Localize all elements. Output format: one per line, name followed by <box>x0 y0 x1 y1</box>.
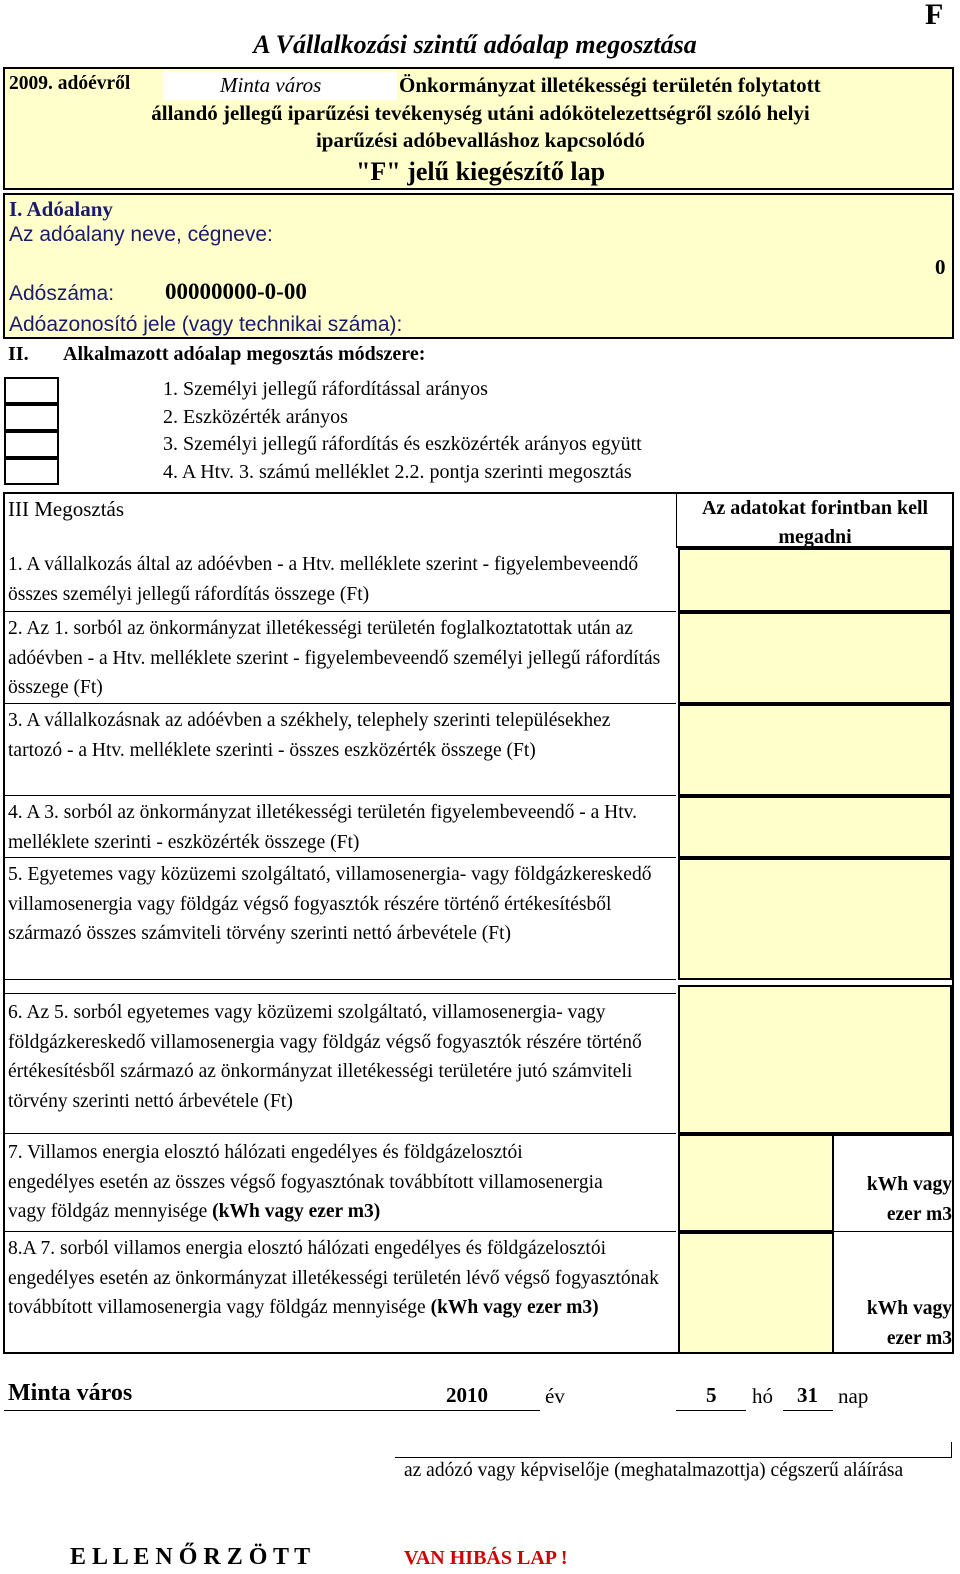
year-label: év <box>545 1384 565 1408</box>
tax-number-label: Adószáma: <box>9 282 115 305</box>
row-8-unit: (kWh vagy ezer m3) <box>430 1297 599 1318</box>
taxpayer-box <box>3 193 954 339</box>
row-6-label: 6. Az 5. sorból egyetemes vagy közüzemi szolgáltató, villamosenergia- vagy földgázkereskedő villamosenergia vagy földgáz végső fogyasztók részére történő értékesítésből származó az önkormányzat illetékességi területére jutó számviteli törvény szerinti nettó árbevétele (Ft) <box>8 1002 642 1112</box>
city-name: Minta város <box>220 73 322 97</box>
method-3-checkbox[interactable] <box>4 431 59 458</box>
currency-note: Az adatokat forintban kell megadni <box>701 497 929 548</box>
row-5-label: 5. Egyetemes vagy közüzemi szolgáltató, villamosenergia- vagy földgázkereskedő villamosenergia vagy földgáz végső fogyasztók részére történő értékesítésből származó összes számviteli törvény szerinti nettó árbevétele (Ft) <box>8 864 652 944</box>
table-row <box>4 994 676 1134</box>
header-box <box>3 67 954 190</box>
row-7-input[interactable] <box>678 1134 834 1232</box>
form-letter: F <box>925 0 944 31</box>
section2-heading: Alkalmazott adóalap megosztás módszere: <box>63 343 426 365</box>
row-1-label: 1. A vállalkozás által az adóévben - a Htv. melléklete szerint - figyelembeveendő összes személyi jellegű ráfordítás összege (Ft) <box>8 554 639 605</box>
header-line3: iparűzési adóbevalláshoz kapcsolódó <box>315 128 646 152</box>
page-title: A Vállalkozási szintű adóalap megosztása <box>253 30 697 59</box>
day-underline <box>783 1410 833 1411</box>
row-6-input[interactable] <box>678 985 952 1134</box>
header-line4: "F" jelű kiegészítő lap <box>355 157 606 186</box>
row-3-label: 3. A vállalkozásnak az adóévben a székhely, telephely szerinti településekhez tartozó - a Htv. melléklete szerinti - összes eszközérték összege (Ft) <box>8 710 611 761</box>
taxpayer-side-value: 0 <box>935 255 946 279</box>
signature-label: az adózó vagy képviselője (meghatalmazottja) cégszerű aláírása <box>404 1460 904 1481</box>
method-2-checkbox[interactable] <box>4 404 59 431</box>
row-8-unit-line1: kWh vagy <box>866 1298 952 1319</box>
table-row <box>4 1134 676 1232</box>
row-8-text: 8.A 7. sorból villamos energia elosztó hálózati engedélyes és földgázelosztói engedélyes esetén az önkormányzat illetékességi területén lévő végső fogyasztónak továbbított villamosenergia vagy földgáz mennyisége <box>8 1238 659 1318</box>
table-row <box>4 1232 676 1354</box>
section1-heading: I. Adóalany <box>9 197 113 221</box>
row-2-input[interactable] <box>678 612 952 704</box>
table-spacer <box>4 980 676 994</box>
checked-label: E L L E N Ő R Z Ö T T <box>70 1544 311 1570</box>
row-8-unit-line2: ezer m3 <box>886 1328 952 1349</box>
header-line1: Önkormányzat illetékességi területén folytatott <box>399 73 821 97</box>
row-2-label: 2. Az 1. sorból az önkormányzat illetékességi területén foglalkoztatottak után az adóévben - a Htv. melléklete szerint - figyelembeveendő személyi jellegű ráfordítás összege (Ft) <box>8 618 661 698</box>
method-4-checkbox[interactable] <box>4 458 59 485</box>
place-underline <box>4 1410 540 1411</box>
table-row <box>4 548 676 612</box>
method-2-label: 2. Eszközérték arányos <box>163 406 348 428</box>
row-8-unit-cell <box>832 1232 952 1354</box>
row-1-input[interactable] <box>678 548 952 612</box>
row-4-label: 4. A 3. sorból az önkormányzat illetékességi területén figyelembeveendő - a Htv. melléklete szerinti - eszközérték összege (Ft) <box>8 802 638 853</box>
tax-id-label: Adóazonosító jele (vagy technikai száma): <box>9 313 403 336</box>
table-row <box>4 704 676 796</box>
tax-year: 2009. adóévről <box>9 73 131 94</box>
month-label: hó <box>752 1384 773 1408</box>
footer-year[interactable]: 2010 <box>446 1383 488 1407</box>
signature-line[interactable] <box>395 1442 952 1458</box>
month-underline <box>676 1410 746 1411</box>
method-4-label: 4. A Htv. 3. számú melléklet 2.2. pontja szerinti megosztás <box>163 461 632 483</box>
row-7-unit-cell <box>832 1134 952 1232</box>
header-line2: állandó jellegű iparűzési tevékenység utáni adókötelezettségről szóló helyi <box>151 101 810 125</box>
table-row <box>4 612 676 704</box>
footer-place: Minta város <box>8 1380 133 1406</box>
error-label: VAN HIBÁS LAP ! <box>404 1547 568 1569</box>
row-5-input[interactable] <box>678 858 952 980</box>
taxpayer-name-label: Az adóalany neve, cégneve: <box>9 223 273 246</box>
row-7-unit-line2: ezer m3 <box>886 1204 952 1225</box>
section3-heading: III Megosztás <box>8 497 125 521</box>
day-label: nap <box>838 1384 869 1408</box>
table-row <box>4 858 676 980</box>
table-row <box>4 796 676 858</box>
section2-number: II. <box>8 343 29 365</box>
tax-number-value: 00000000-0-00 <box>165 279 307 304</box>
method-1-label: 1. Személyi jellegű ráfordítással arányos <box>163 378 488 400</box>
row-7-text: 7. Villamos energia elosztó hálózati engedélyes és földgázelosztói engedélyes esetén az összes végső fogyasztónak továbbított villamosenergia vagy földgáz mennyisége <box>8 1142 603 1222</box>
row-7-unit-line1: kWh vagy <box>866 1174 952 1195</box>
method-3-label: 3. Személyi jellegű ráfordítás és eszközérték arányos együtt <box>163 433 642 455</box>
method-1-checkbox[interactable] <box>4 377 59 404</box>
row-8-label <box>8 1234 673 1323</box>
row-7-label <box>8 1138 608 1227</box>
row-8-input[interactable] <box>678 1232 834 1354</box>
row-4-input[interactable] <box>678 796 952 858</box>
row-3-input[interactable] <box>678 704 952 796</box>
footer-day[interactable]: 31 <box>797 1383 818 1407</box>
footer-month[interactable]: 5 <box>706 1383 717 1407</box>
row-7-unit: (kWh vagy ezer m3) <box>212 1201 381 1222</box>
